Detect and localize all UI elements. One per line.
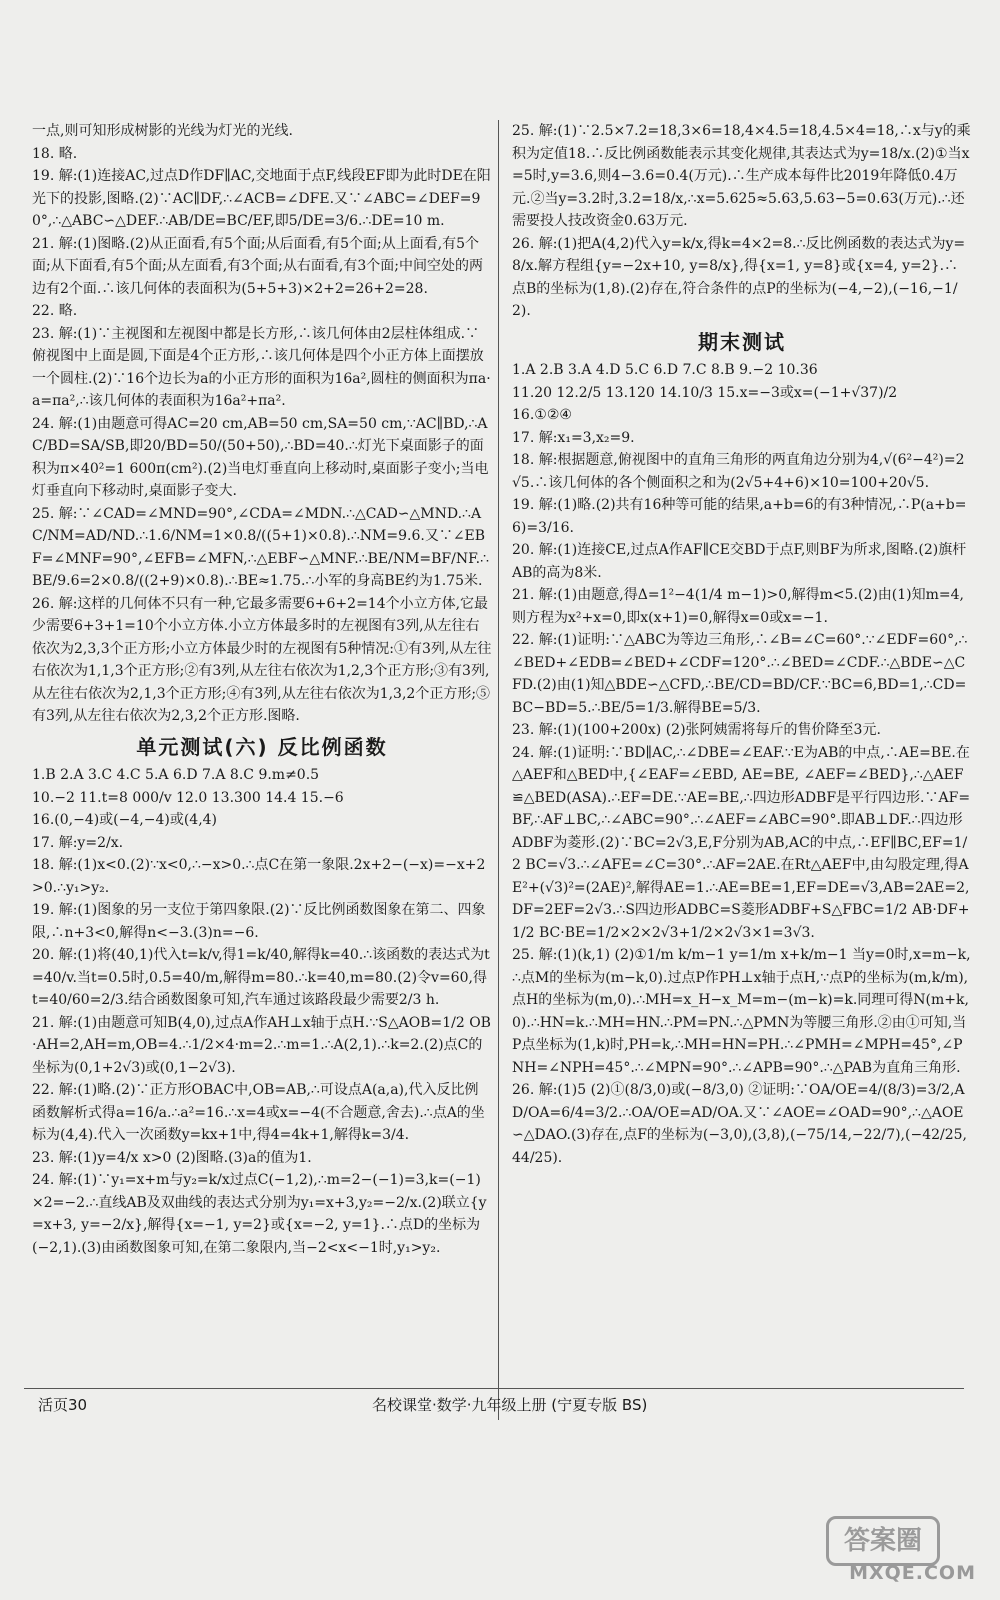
answer-item: 17. 解:x₁=3,x₂=9. bbox=[512, 429, 635, 446]
answer-item: 22. 解:(1)证明:∵△ABC为等边三角形,∴∠B=∠C=60°.∵∠EDF=60°,∴∠BED+∠EDB=∠BED+∠CDF=120°.∴∠BED=∠CDF.∴△BDE∽△CFD.(2)由(1)知△BDE∽△CFD,∴BE/CD=BD/CF.∵BC=6,BD=1,∴CD=BC−BD=5.∴BE/5=1/3.解得BE=5/3. bbox=[512, 632, 968, 716]
answer-item: 17. 解:y=2/x. bbox=[32, 834, 124, 851]
left-column bbox=[32, 120, 492, 1259]
watermark-logo: 答案圈 bbox=[826, 1516, 940, 1566]
answer-item: 19. 解:(1)略.(2)共有16种等可能的结果,a+b=6的有3种情况,∴P(a+b=6)=3/16. bbox=[512, 497, 967, 536]
answer-item: 22. 解:(1)略.(2)∵正方形OBAC中,OB=AB,∴可设点A(a,a),代入反比例函数解析式得a=16/a.∴a²=16.∴x=4或x=−4(不合题意,舍去).∴点A的坐标为(4,4).代入一次函数y=kx+1中,得4=4k+1,解得k=3/4. bbox=[32, 1082, 485, 1143]
answer-item: 一点,则可知形成树影的光线为灯光的光线. bbox=[32, 123, 293, 139]
footer-rule bbox=[24, 1388, 964, 1389]
unit-test-answers bbox=[32, 764, 492, 1259]
answer-item: 23. 解:(1)y=4/x x>0 (2)图略.(3)a的值为1. bbox=[32, 1149, 312, 1166]
answer-item: 20. 解:(1)将(40,1)代入t=k/v,得1=k/40,解得k=40.∴该函数的表达式为t=40/v.当t=0.5时,0.5=40/m,解得m=80.∴k=40,m=80.(2)令v=60,得t=40/60=2/3.结合函数图象可知,汽车通过该路段最少需要2/3 h. bbox=[32, 947, 490, 1008]
answer-item: 19. 解:(1)图象的另一支位于第四象限.(2)∵反比例函数图象在第二、四象限,∴n+3<0,解得n<−3.(3)n=−6. bbox=[32, 902, 486, 941]
answer-item: 23. 解:(1)∵主视图和左视图中都是长方形,∴该几何体由2层柱体组成.∵俯视图中上面是圆,下面是4个正方形,∴该几何体是四个小正方体上面摆放一个圆柱.(2)∵16个边长为a的小正方形的面积为16a²,圆柱的侧面积为πa·a=πa²,∴该几何体的表面积为16a²+πa². bbox=[32, 325, 491, 409]
answer-item: 1.B 2.A 3.C 4.C 5.A 6.D 7.A 8.C 9.m≠0.5 bbox=[32, 767, 320, 783]
answer-item: 22. 略. bbox=[32, 303, 78, 319]
page-number: 活页30 bbox=[38, 1396, 88, 1414]
section-title-final-test: 期末测试 bbox=[698, 329, 786, 354]
column-divider bbox=[498, 120, 499, 1420]
answer-item: 21. 解:(1)由题意,得Δ=1²−4(1/4 m−1)>0,解得m<5.(2)由(1)知m=4,则方程为x²+x=0,即x(x+1)=0,解得x=0或x=−1. bbox=[512, 587, 965, 626]
final-test-answers bbox=[512, 359, 972, 1169]
answer-item: 11.20 12.2/5 13.120 14.10/3 15.x=−3或x=(−1+√37)/2 bbox=[512, 384, 898, 401]
answer-item: 25. 解:∵∠CAD=∠MND=90°,∠CDA=∠MDN.∴△CAD∽△MND.∴AC/NM=AD/ND.∴1.6/NM=1×0.8/((5+1)×0.8).∴NM=9.6.又∵∠EBF=∠MNF=90°,∠EFB=∠MFN,∴△EBF∽△MNF.∴BE/NM=BF/NF.∴BE/9.6=2×0.8/((2+9)×0.8).∴BE≈1.75.∴小军的身高BE约为1.75米. bbox=[32, 505, 490, 589]
answer-item: 24. 解:(1)由题意可得AC=20 cm,AB=50 cm,SA=50 cm,∵AC∥BD,∴AC/BD=SA/SB,即20/BD=50/(50+50),∴BD=40.∴灯光下桌面影子的面积为π×40²=1 600π(cm²).(2)当电灯垂直向上移动时,桌面影子变小;当电灯垂直向下移动时,桌面影子变大. bbox=[32, 415, 489, 499]
answer-item: 26. 解:(1)5 (2)①(8/3,0)或(−8/3,0) ②证明:∵OA/OE=4/(8/3)=3/2,AD/OA=6/4=3/2.∴OA/OE=AD/OA.又∵∠AOE=∠OAD=90°,∴△AOE∽△DAO.(3)存在,点F的坐标为(−3,0),(3,8),(−75/14,−22/7),(−42/25,44/25). bbox=[512, 1082, 967, 1166]
watermark-url: MXQE.COM bbox=[849, 1562, 976, 1584]
answer-item: 21. 解:(1)由题意可知B(4,0),过点A作AH⊥x轴于点H.∵S△AOB=1/2 OB·AH=2,AH=m,OB=4.∴1/2×4·m=2.∴m=1.∴A(2,1).∴k=2.(2)点C的坐标为(0,1+2√3)或(0,1−2√3). bbox=[32, 1014, 491, 1076]
answer-item: 16.①②④ bbox=[512, 407, 572, 423]
answer-item: 25. 解:(1)∵2.5×7.2=18,3×6=18,4×4.5=18,4.5×4=18,∴x与y的乘积为定值18.∴反比例函数能表示其变化规律,其表达式为y=18/x.(2)①当x=5时,y=3.6,则4−3.6=0.4(万元).∴生产成本每件比2019年降低0.4万元.②当y=3.2时,3.2=18/x,∴x=5.625≈5.63,5.63−5=0.63(万元).∴还需要投人技改资金0.63万元. bbox=[512, 123, 971, 229]
book-title: 名校课堂·数学·九年级上册 (宁夏专版 BS) bbox=[372, 1396, 648, 1414]
answer-item: 10.−2 11.t=8 000/v 12.0 13.300 14.4 15.−6 bbox=[32, 789, 344, 806]
answer-item: 23. 解:(1)(100+200x) (2)张阿姨需将每斤的售价降至3元. bbox=[512, 722, 881, 738]
answer-item: 26. 解:(1)把A(4,2)代入y=k/x,得k=4×2=8.∴反比例函数的表达式为y=8/x.解方程组{y=−2x+10, y=8/x},得{x=1, y=8}或{x=4, y=2}.∴点B的坐标为(1,8).(2)存在,符合条件的点P的坐标为(−4,−2),(−16,−1/2). bbox=[512, 235, 966, 319]
answer-item: 1.A 2.B 3.A 4.D 5.C 6.D 7.C 8.B 9.−2 10.36 bbox=[512, 362, 818, 378]
answer-item: 18. 略. bbox=[32, 145, 78, 162]
answer-item: 26. 解:这样的几何体不只有一种,它最多需要6+6+2=14个小立方体,它最少需要6+3+1=10个小立方体.小立方体最多时的左视图有3列,从左往右依次为2,3,3个正方形;小立方体最少时的左视图有5种情况:①有3列,从左往右依次为1,1,3个正方形;②有3列,从左往右依次为1,2,3个正方形;③有3列,从左往右依次为2,1,3个正方形;④有3列,从左往右依次为1,3,2个正方形;⑤有3列,从左往右依次为2,3,2个正方形.图略. bbox=[32, 595, 492, 724]
left-answers bbox=[32, 120, 492, 728]
answer-item: 24. 解:(1)证明:∵BD∥AC,∴∠DBE=∠EAF.∵E为AB的中点,∴AE=BE.在△AEF和△BED中,{∠EAF=∠EBD, AE=BE, ∠AEF=∠BED},∴△AEF≌△BED(ASA).∴EF=DE.∵AE=BE,∴四边形ADBF是平行四边形.∵AF=BF,∴AF⊥BC,∴∠ABC=90°.∴∠AEF=∠ABC=90°.即AB⊥DF.∴四边形ADBF为菱形.(2)∵BC=2√3,E,F分别为AB,AC的中点,∴EF∥BC,EF=1/2 BC=√3.∴∠AFE=∠C=30°.∴AF=2AE.在Rt△AEF中,由勾股定理,得AE²+(√3)²=(2AE)²,解得AE=1.∴AE=BE=1,EF=DE=√3,AB=2AE=2,DF=2EF=2√3.∴S四边形ADBC=S菱形ADBF+S△FBC=1/2 AB·DF+1/2 BC·BE=1/2×2×2√3+1/2×2√3×1=3√3. bbox=[512, 744, 971, 941]
watermark bbox=[826, 1516, 976, 1586]
answer-item: 20. 解:(1)连接CE,过点A作AF∥CE交BD于点F,则BF为所求,图略.(2)旗杆AB的高为8米. bbox=[512, 542, 967, 581]
answer-item: 25. 解:(1)(k,1) (2)①1/m k/m−1 y=1/m x+k/m−1 当y=0时,x=m−k,∴点M的坐标为(m−k,0).过点P作PH⊥x轴于点H,∵点P的坐标为(m,k/m),点H的坐标为(m,0).∴MH=x_H−x_M=m−(m−k)=k.同理可得N(m+k,0).∴HN=k.∴MH=HN.∴PM=PN.∴△PMN为等腰三角形.②由①可知,当P点坐标为(1,k)时,PH=k,∴MH=HN=PH.∴∠PMH=∠MPH=45°,∠PNH=∠NPH=45°.∴∠MPN=90°.∴∠APB=90°.∴△PAB为直角三角形. bbox=[512, 947, 971, 1076]
section-title-unit-test: 单元测试(六) 反比例函数 bbox=[136, 734, 388, 759]
answer-page bbox=[24, 120, 980, 1500]
answer-item: 21. 解:(1)图略.(2)从正面看,有5个面;从后面看,有5个面;从上面看,有5个面;从下面看,有5个面;从左面看,有3个面;从右面看,有3个面;中间空处的两边有2个面.∴该几何体的表面积为(5+5+3)×2+2=26+2=28. bbox=[32, 235, 483, 297]
right-answers bbox=[512, 120, 972, 323]
answer-item: 18. 解:(1)x<0.(2)∵x<0,∴−x>0.∴点C在第一象限.2x+2−(−x)=−x+2>0.∴y₁>y₂. bbox=[32, 857, 486, 896]
answer-item: 24. 解:(1)∵y₁=x+m与y₂=k/x过点C(−1,2),∴m=2−(−1)=3,k=(−1)×2=−2.∴直线AB及双曲线的表达式分别为y₁=x+3,y₂=−2/x.(2)联立{y=x+3, y=−2/x},解得{x=−1, y=2}或{x=−2, y=1}.∴点D的坐标为(−2,1).(3)由函数图象可知,在第二象限内,当−2<x<−1时,y₁>y₂. bbox=[32, 1172, 487, 1256]
answer-item: 16.(0,−4)或(−4,−4)或(4,4) bbox=[32, 812, 218, 828]
right-column bbox=[512, 120, 972, 1169]
answer-item: 19. 解:(1)连接AC,过点D作DF∥AC,交地面于点F,线段EF即为此时DE在阳光下的投影,图略.(2)∵AC∥DF,∴∠ACB=∠DFE.又∵∠ABC=∠DEF=90°,∴△ABC∽△DEF.∴AB/DE=BC/EF,即5/DE=3/6.∴DE=10 m. bbox=[32, 168, 491, 229]
answer-item: 18. 解:根据题意,俯视图中的直角三角形的两直角边分别为4,√(6²−4²)=2√5.∴该几何体的各个侧面积之和为(2√5+4+6)×10=100+20√5. bbox=[512, 452, 965, 491]
